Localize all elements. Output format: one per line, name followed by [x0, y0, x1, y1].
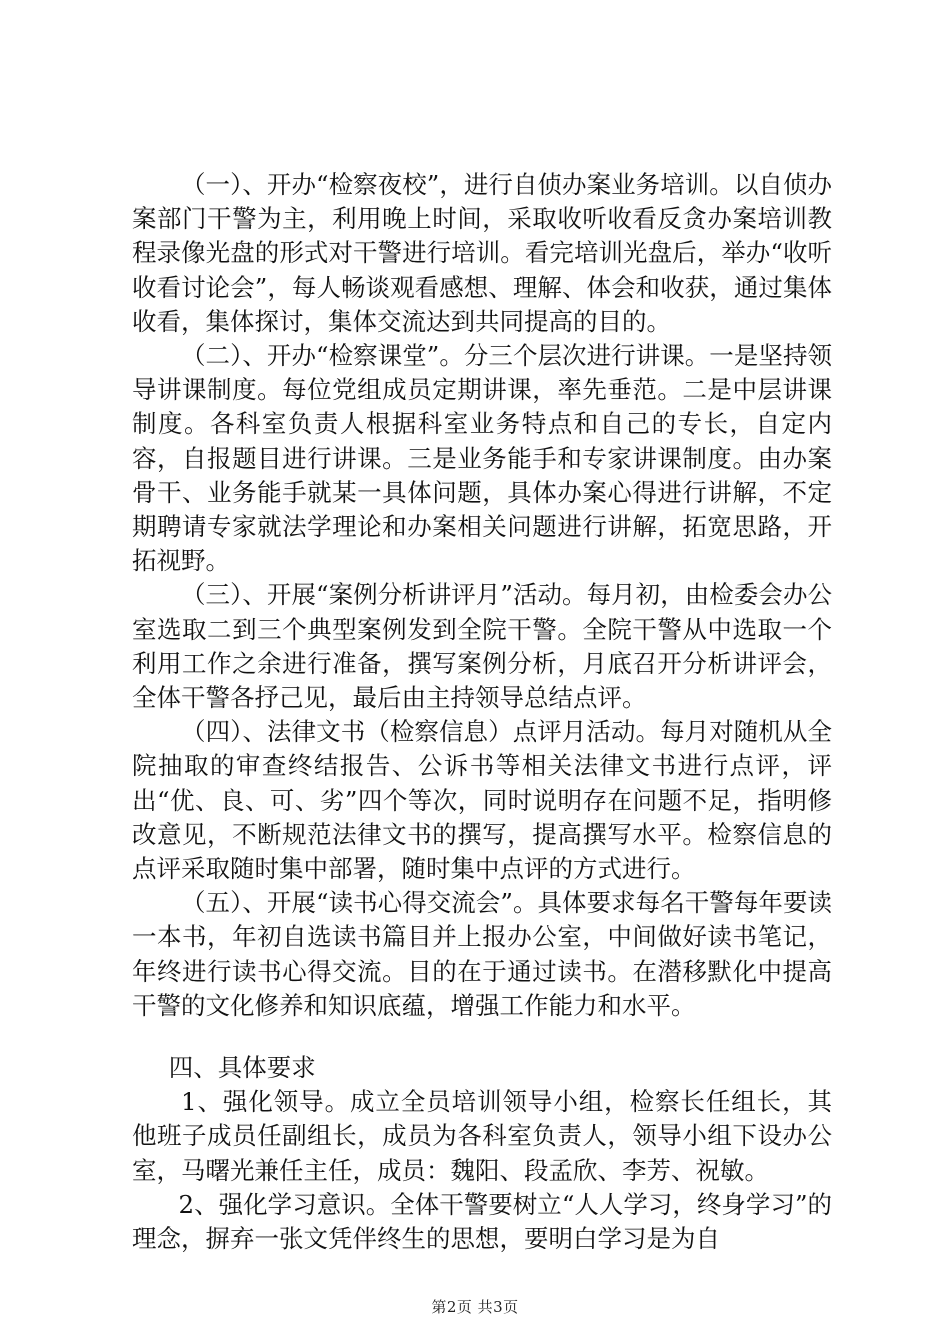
requirement-learning-awareness: 2、强化学习意识。全体干警要树立“人人学习，终身学习”的理念，摒弃一张文凭伴终生的思想，要明白学习是为自 [132, 1189, 832, 1254]
paragraph-evening-school: （一）、开办“检察夜校”，进行自侦办案业务培训。以自侦办案部门干警为主，利用晚上时间，采取收听收看反贪办案培训教程录像光盘的形式对干警进行培训。看完培训光盘后，举办“收听收看讨论会”，每人畅谈观看感想、理解、体会和收获，通过集体收看，集体探讨，集体交流达到共同提高的目的。 [132, 170, 832, 336]
document-body [132, 168, 832, 1256]
paragraph-reading-exchange: （五）、开展“读书心得交流会”。具体要求每名干警每年要读一本书，年初自选读书篇目并上报办公室，中间做好读书笔记，年终进行读书心得交流。目的在于通过读书。在潜移默化中提高干警的文化修养和知识底蕴，增强工作能力和水平。 [132, 888, 832, 1020]
paragraph-case-analysis: （三）、开展“案例分析讲评月”活动。每月初，由检委会办公室选取二到三个典型案例发到全院干警。全院干警从中选取一个利用工作之余进行准备，撰写案例分析，月底召开分析讲评会，全体干警各抒己见，最后由主持领导总结点评。 [132, 580, 832, 713]
section-heading-requirements: 四、具体要求 [168, 1053, 316, 1083]
paragraph-classroom: （二）、开办“检察课堂”。分三个层次进行讲课。一是坚持领导讲课制度。每位党组成员定期讲课，率先垂范。二是中层讲课制度。各科室负责人根据科室业务特点和自己的专长，自定内容，自报题目进行讲课。三是业务能手和专家讲课制度。由办案骨干、业务能手就某一具体问题，具体办案心得进行讲解，不定期聘请专家就法学理论和办案相关问题进行讲解，拓宽思路，开拓视野。 [132, 341, 832, 576]
paragraph-legal-documents: （四）、法律文书（检察信息）点评月活动。每月对随机从全院抽取的审查终结报告、公诉书等相关法律文书进行点评，评出“优、良、可、劣”四个等次，同时说明存在问题不足，指明修改意见，不断规范法律文书的撰写，提高撰写水平。检察信息的点评采取随时集中部署，随时集中点评的方式进行。 [132, 717, 832, 884]
requirement-leadership: 1、强化领导。成立全员培训领导小组，检察长任组长，其他班子成员任副组长，成员为各科室负责人，领导小组下设办公室，马曙光兼任主任，成员：魏阳、段孟欣、李芳、祝敏。 [132, 1087, 832, 1185]
page-footer: 第2页 共3页 [431, 1298, 519, 1316]
